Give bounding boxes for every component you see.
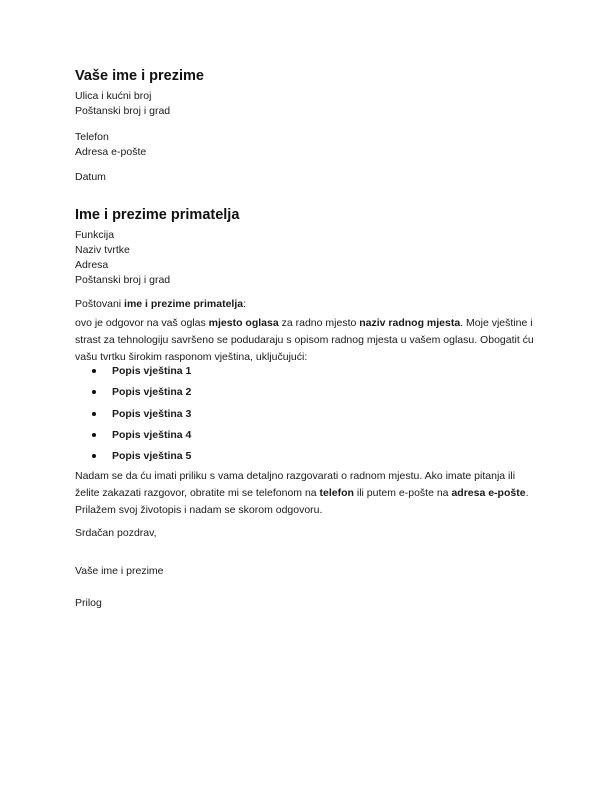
signature-name: Vaše ime i prezime [75,565,164,577]
skill-label: Popis vještina 2 [112,386,192,399]
recipient-name-heading: Ime i prezime primatelja [75,207,240,223]
closing-text: ili putem e-pošte na [353,487,452,499]
skill-label: Popis vještina 4 [112,428,192,441]
phone-placeholder: telefon [319,487,354,499]
bullet-icon [92,433,96,437]
intro-line-3: vašu tvrtku širokim rasponom vještina, uključujući: [75,351,308,363]
closing-line-1: Nadam se da ću imati priliku s vama detaljno razgovarati o radnom mjestu. Ako imate pitanja ili [75,470,516,482]
greeting [75,297,246,311]
greeting-prefix: Poštovani [75,298,125,310]
bullet-icon [92,454,96,458]
sender-email: Adresa e-pošte [75,146,147,158]
signoff: Srdačan pozdrav, [75,527,157,539]
sender-name-heading: Vaše ime i prezime [75,68,204,84]
sender-city: Poštanski broj i grad [75,105,171,117]
intro-paragraph [75,315,543,366]
job-ad-placeholder: mjesto oglasa [208,317,279,329]
letter-date: Datum [75,171,106,183]
greeting-suffix: : [243,298,247,310]
greeting-recipient-name: ime i prezime primatelja [124,298,244,310]
recipient-address: Adresa [75,259,109,271]
sender-phone: Telefon [75,131,109,143]
sender-street: Ulica i kućni broj [75,90,152,102]
intro-text: za radno mjesto [278,317,360,329]
skill-label: Popis vještina 3 [112,407,192,420]
job-title-placeholder: naziv radnog mjesta [359,317,461,329]
recipient-function: Funkcija [75,229,115,241]
intro-text: ovo je odgovor na vaš oglas [75,317,209,329]
enclosure-note: Prilog [75,597,102,609]
closing-line-2 [75,485,543,502]
skill-label: Popis vještina 5 [112,450,192,463]
intro-line-1 [75,315,543,332]
closing-line-3: Prilažem svoj životopis i nadam se skorom odgovoru. [75,504,323,516]
email-placeholder: adresa e-pošte [451,487,526,499]
bullet-icon [92,412,96,416]
bullet-icon [92,390,96,394]
intro-line-2: strast za tehnologiju savršeno se podudaraju s opisom radnog mjesta u vašem oglasu. Obogatit ću [75,334,534,346]
recipient-company: Naziv tvrtke [75,244,130,256]
skill-label: Popis vještina 1 [112,365,192,377]
closing-text: . [525,487,529,499]
closing-text: želite zakazati razgovor, obratite mi se telefonom na [75,487,320,499]
recipient-city: Poštanski broj i grad [75,274,171,286]
bullet-icon [92,369,96,373]
intro-text: . Moje vještine i [460,317,533,329]
closing-paragraph [75,468,543,519]
